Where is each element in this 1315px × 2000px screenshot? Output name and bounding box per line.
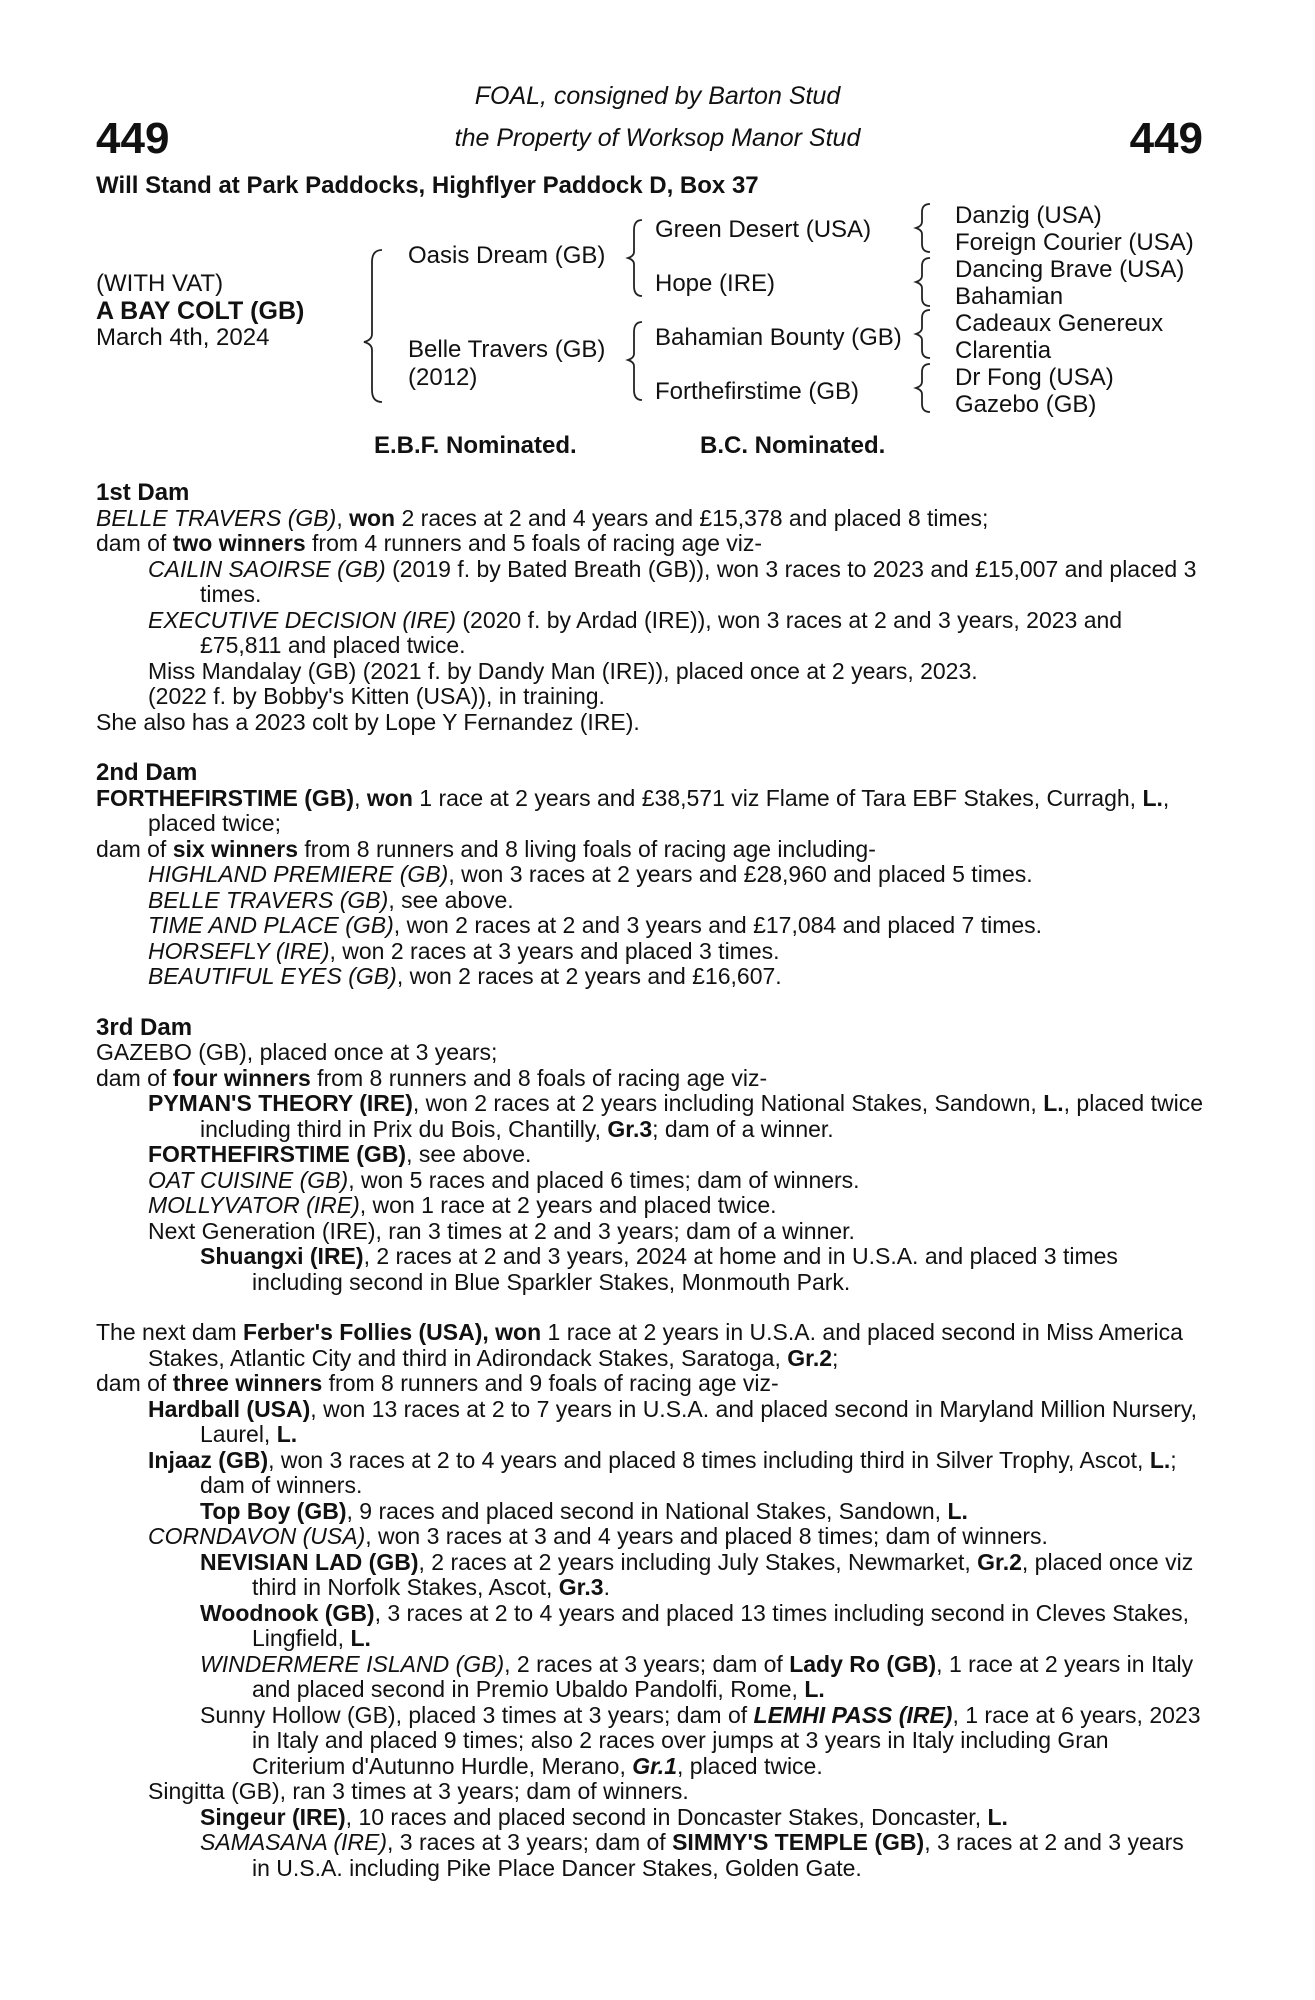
list-item: HORSEFLY (IRE), won 2 races at 3 years and placed 3 times. [148, 937, 780, 964]
consignor-line-2: the Property of Worksop Manor Stud [454, 124, 861, 152]
pedigree-sire-sire: Green Desert (USA) [655, 216, 872, 243]
list-item: NEVISIAN LAD (GB), 2 races at 2 years including July Stakes, Newmarket, Gr.2, placed once viz third in Norfolk Stakes, Ascot, Gr.3. [200, 1548, 1194, 1600]
pedigree-dam: Belle Travers (GB) [408, 336, 606, 363]
pedigree-ddd: Gazebo (GB) [955, 391, 1097, 418]
list-item: BEAUTIFUL EYES (GB), won 2 races at 2 years and £16,607. [148, 963, 782, 989]
pedigree-dam-year: (2012) [408, 364, 478, 391]
list-item: Singitta (GB), ran 3 times at 3 years; dam of winners. [148, 1778, 689, 1804]
second-dam-heading: 2nd Dam [96, 759, 198, 786]
pedigree-dds: Dr Fong (USA) [955, 364, 1114, 391]
list-item: HIGHLAND PREMIERE (GB), won 3 races at 2 years and £28,960 and placed 5 times. [148, 861, 1033, 887]
list-item: WINDERMERE ISLAND (GB), 2 races at 3 years; dam of Lady Ro (GB), 1 race at 2 years in Italy and placed second in Premio Ubaldo Pandolfi, Rome, L. [200, 1650, 1194, 1702]
pedigree-sire: Oasis Dream (GB) [408, 242, 606, 269]
ebf-nominated: E.B.F. Nominated. [374, 432, 577, 459]
pedigree-ssd: Foreign Courier (USA) [955, 229, 1194, 256]
list-item: Singeur (IRE), 10 races and placed second in Doncaster Stakes, Doncaster, L. [200, 1803, 1008, 1830]
catalogue-body [96, 480, 1206, 1881]
stand-location: Will Stand at Park Paddocks, Highflyer Paddock D, Box 37 [96, 172, 759, 199]
third-dam-produce: dam of four winners from 8 runners and 8 foals of racing age viz- [96, 1064, 768, 1091]
list-item: MOLLYVATOR (IRE), won 1 race at 2 years and placed twice. [148, 1192, 777, 1218]
list-item: Top Boy (GB), 9 races and placed second in National Stakes, Sandown, L. [200, 1497, 968, 1524]
list-item: Miss Mandalay (GB) (2021 f. by Dandy Man (IRE)), placed once at 2 years, 2023. [148, 657, 978, 684]
lot-number-left: 449 [96, 114, 170, 163]
pedigree-sire-dam: Hope (IRE) [655, 270, 776, 297]
first-dam-also: She also has a 2023 colt by Lope Y Fernandez (IRE). [96, 708, 640, 735]
list-item: SAMASANA (IRE), 3 races at 3 years; dam of SIMMY'S TEMPLE (GB), 3 races at 2 and 3 years in U.S.A. including Pike Place Dancer Stakes, Golden Gate. [200, 1829, 1184, 1881]
list-item: TIME AND PLACE (GB), won 2 races at 2 and 3 years and £17,084 and placed 7 times. [148, 912, 1043, 938]
pedigree-dam-dam: Forthefirstime (GB) [655, 378, 860, 405]
vat-note: (WITH VAT) [96, 270, 224, 297]
list-item: FORTHEFIRSTIME (GB), see above. [148, 1141, 532, 1167]
list-item: Shuangxi (IRE), 2 races at 2 and 3 years, 2024 at home and in U.S.A. and placed 3 times including second in Blue Sparkler Stakes, Monmouth Park. [200, 1243, 1118, 1295]
list-item: Next Generation (IRE), ran 3 times at 2 and 3 years; dam of a winner. [148, 1217, 855, 1244]
second-dam-produce: dam of six winners from 8 runners and 8 living foals of racing age including- [96, 835, 876, 862]
list-item: CAILIN SAOIRSE (GB) (2019 f. by Bated Breath (GB)), won 3 races to 2023 and £15,007 and placed 3 times. [148, 555, 1197, 607]
third-dam-heading: 3rd Dam [96, 1013, 193, 1041]
pedigree-dsd: Clarentia [955, 337, 1052, 364]
list-item: CORNDAVON (USA), won 3 races at 3 and 4 years and placed 8 times; dam of winners. [148, 1523, 1048, 1549]
list-item: Injaaz (GB), won 3 races at 2 to 4 years and placed 8 times including third in Silver Trophy, Ascot, L.; dam of winners. [148, 1446, 1177, 1498]
bc-nominated: B.C. Nominated. [700, 432, 886, 459]
list-item: Woodnook (GB), 3 races at 2 to 4 years and placed 13 times including second in Cleves Stakes, Lingfield, L. [200, 1599, 1189, 1651]
pedigree-dss: Cadeaux Genereux [955, 310, 1164, 337]
consignor-line-1: FOAL, consigned by Barton Stud [474, 82, 841, 110]
pedigree-dam-sire: Bahamian Bounty (GB) [655, 324, 902, 351]
pedigree-sss: Danzig (USA) [955, 202, 1102, 229]
next-dam-record: The next dam Ferber's Follies (USA), won 1 race at 2 years in U.S.A. and placed second in Miss America Stakes, Atlantic City and third in Adirondack Stakes, Saratoga, Gr.2; [96, 1319, 1183, 1371]
list-item: (2022 f. by Bobby's Kitten (USA)), in training. [148, 683, 605, 709]
third-dam-record: GAZEBO (GB), placed once at 3 years; [96, 1039, 498, 1065]
next-dam-produce: dam of three winners from 8 runners and 9 foals of racing age viz- [96, 1370, 779, 1396]
pedigree-sds: Dancing Brave (USA) [955, 256, 1185, 283]
first-dam-heading: 1st Dam [96, 479, 190, 506]
second-dam-record: FORTHEFIRSTIME (GB), won 1 race at 2 years and £38,571 viz Flame of Tara EBF Stakes, Curragh, L., placed twice; [96, 784, 1170, 836]
list-item: PYMAN'S THEORY (IRE), won 2 races at 2 years including National Stakes, Sandown, L., placed twice including third in Prix du Bois, Chantilly, Gr.3; dam of a winner. [148, 1090, 1204, 1142]
list-item: BELLE TRAVERS (GB), see above. [148, 886, 514, 913]
list-item: Sunny Hollow (GB), placed 3 times at 3 years; dam of LEMHI PASS (IRE), 1 race at 6 years, 2023 in Italy and placed 9 times; also 2 races over jumps at 3 years in Italy including Gran Criterium d'Autunno Hurdle, Merano, Gr.1, placed twice. [200, 1701, 1201, 1779]
horse-name: A BAY COLT (GB) [96, 297, 305, 325]
first-dam-produce: dam of two winners from 4 runners and 5 foals of racing age viz- [96, 530, 763, 556]
list-item: OAT CUISINE (GB), won 5 races and placed 6 times; dam of winners. [148, 1166, 860, 1193]
pedigree-sdd: Bahamian [955, 283, 1064, 310]
horse-dob: March 4th, 2024 [96, 324, 270, 351]
lot-number-right: 449 [1129, 114, 1203, 163]
first-dam-record: BELLE TRAVERS (GB), won 2 races at 2 and 4 years and £15,378 and placed 8 times; [96, 504, 989, 531]
list-item: EXECUTIVE DECISION (IRE) (2020 f. by Ardad (IRE)), won 3 races at 2 and 3 years, 2023 and £75,811 and placed twice. [148, 606, 1123, 658]
list-item: Hardball (USA), won 13 races at 2 to 7 years in U.S.A. and placed second in Maryland Million Nursery, Laurel, L. [148, 1395, 1198, 1447]
